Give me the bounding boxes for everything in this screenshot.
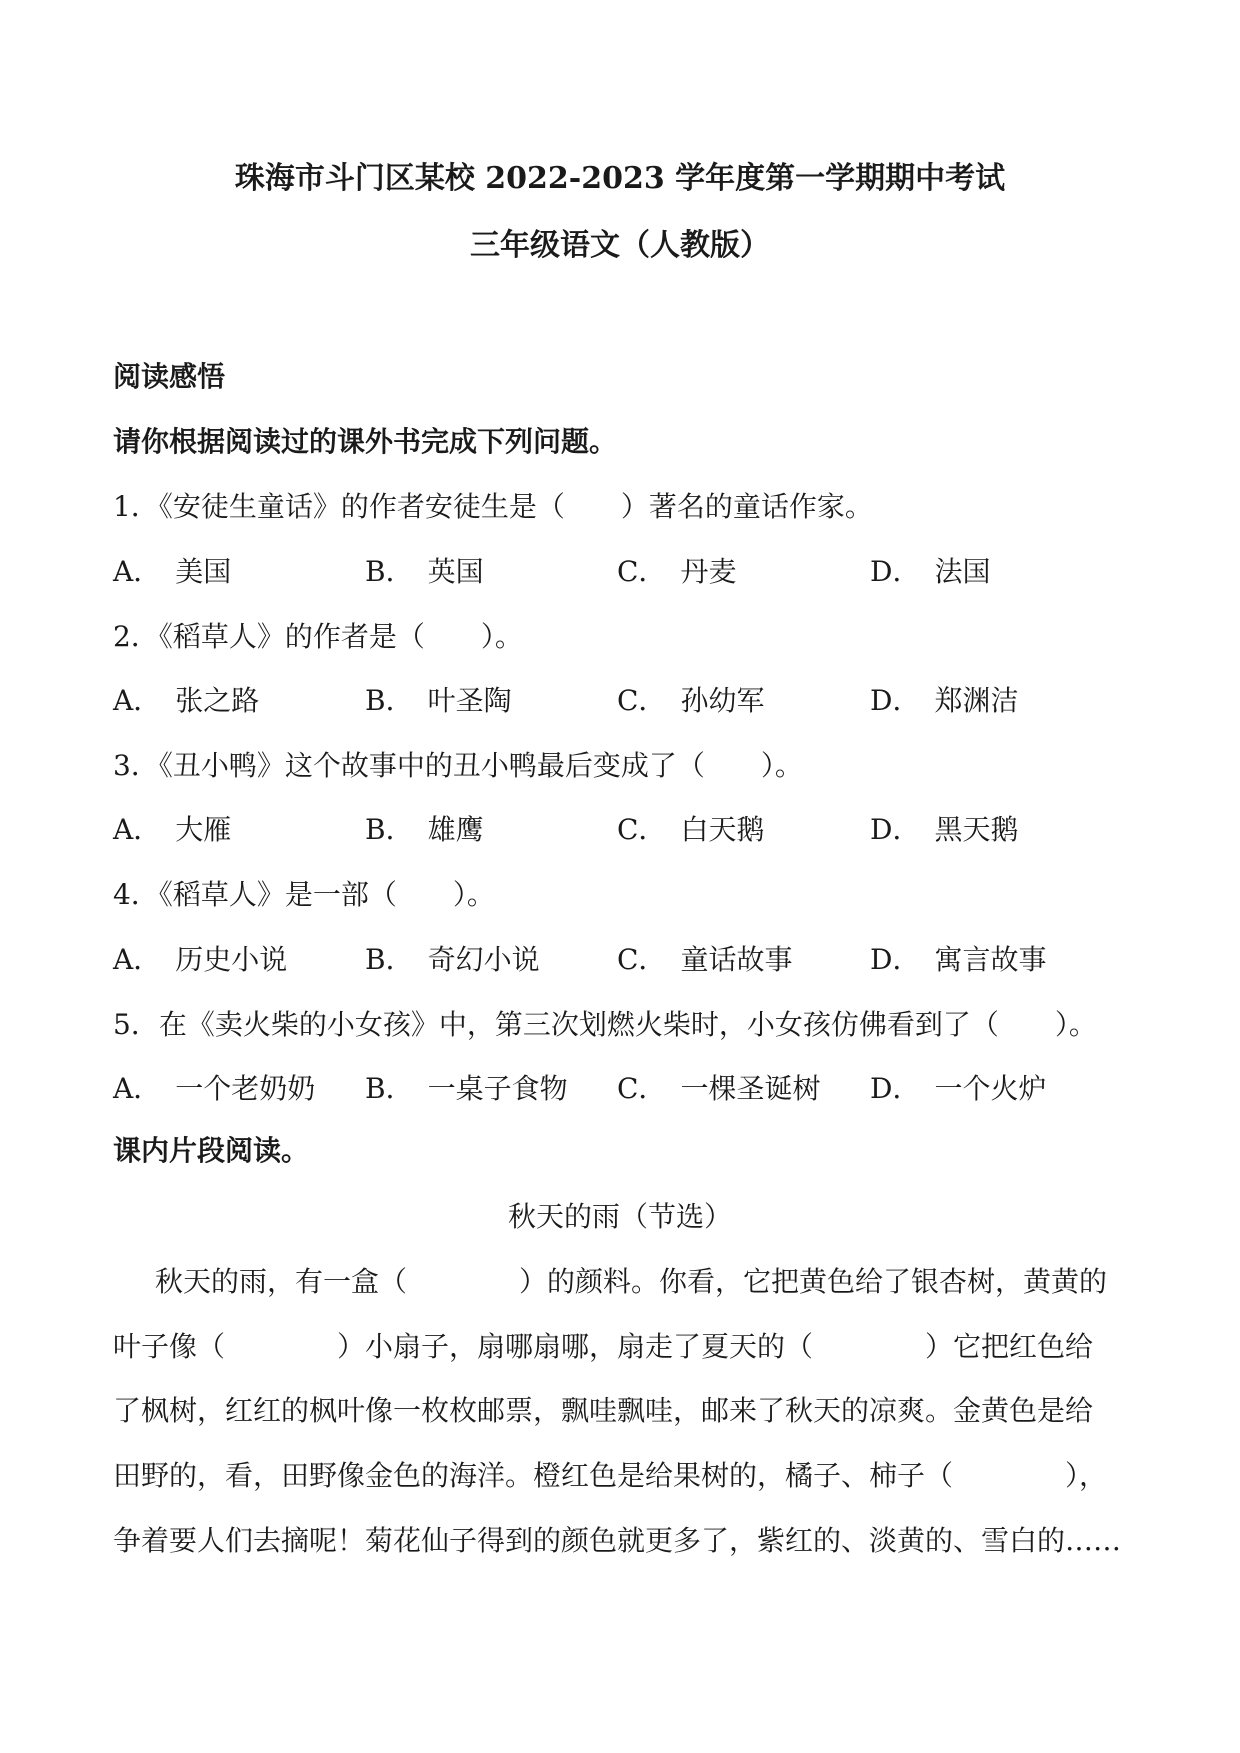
passage-line-3: 了枫树，红红的枫叶像一枚枚邮票，飘哇飘哇，邮来了秋天的凉爽。金黄色是给 (113, 1394, 1094, 1427)
question-3-option-a (113, 813, 231, 847)
question-1-option-d (870, 555, 990, 589)
question-5-stem: 5．在《卖火柴的小女孩》中，第三次划燃火柴时，小女孩仿佛看到了（ ）。 (113, 1008, 1097, 1041)
option-letter: B． (365, 684, 414, 717)
option-text: 奇幻小说 (427, 943, 540, 976)
option-letter: B． (365, 555, 414, 588)
option-text: 白天鹅 (680, 813, 765, 846)
question-4-option-a (113, 943, 287, 977)
option-text: 郑渊洁 (934, 684, 1019, 717)
option-letter: C． (617, 684, 667, 717)
option-text: 寓言故事 (934, 943, 1047, 976)
question-3-option-d (870, 813, 1018, 847)
passage-line-4: 田野的，看，田野像金色的海洋。橙红色是给果树的，橘子、柿子（ ）， (113, 1459, 1108, 1492)
option-letter: D． (870, 1072, 921, 1105)
option-text: 法国 (934, 555, 991, 588)
option-text: 历史小说 (175, 943, 288, 976)
option-text: 一个老奶奶 (175, 1072, 316, 1105)
section-heading-passage: 课内片段阅读。 (113, 1134, 310, 1167)
question-5-option-b (365, 1072, 568, 1106)
section-instruction: 请你根据阅读过的课外书完成下列问题。 (113, 425, 618, 458)
question-3-stem: 3．《丑小鸭》这个故事中的丑小鸭最后变成了（ ）。 (113, 749, 803, 782)
option-text: 英国 (427, 555, 484, 588)
option-letter: C． (617, 813, 667, 846)
question-3-option-c (617, 813, 764, 847)
question-3-option-b (365, 813, 484, 847)
question-2-option-c (617, 684, 764, 718)
option-text: 孙幼军 (680, 684, 765, 717)
question-2-option-b (365, 684, 512, 718)
option-letter: D． (870, 813, 921, 846)
question-5-option-c (617, 1072, 820, 1106)
exam-title: 珠海市斗门区某校 2022-2023 学年度第一学期期中考试 (234, 161, 1006, 196)
option-letter: A． (113, 1072, 162, 1105)
option-text: 一桌子食物 (427, 1072, 568, 1105)
option-letter: A． (113, 555, 162, 588)
question-1-option-a (113, 555, 231, 589)
option-letter: D． (870, 684, 921, 717)
question-4-option-b (365, 943, 540, 977)
option-letter: B． (365, 1072, 414, 1105)
option-letter: C． (617, 555, 667, 588)
passage-line-1: 秋天的雨，有一盒（ ）的颜料。你看，它把黄色给了银杏树，黄黄的 (155, 1265, 1108, 1298)
question-5-option-a (113, 1072, 315, 1106)
option-letter: B． (365, 943, 414, 976)
question-4-stem: 4．《稻草人》是一部（ ）。 (113, 878, 495, 911)
option-letter: A． (113, 813, 162, 846)
passage-title: 秋天的雨（节选） (507, 1200, 732, 1233)
option-text: 童话故事 (680, 943, 793, 976)
passage-line-5: 争着要人们去摘呢！菊花仙子得到的颜色就更多了，紫红的、淡黄的、雪白的…… (113, 1524, 1122, 1557)
option-text: 黑天鹅 (934, 813, 1019, 846)
question-2-option-d (870, 684, 1018, 718)
question-1-option-c (617, 555, 736, 589)
option-letter: D． (870, 943, 921, 976)
option-letter: D． (870, 555, 921, 588)
question-5-option-d (870, 1072, 1046, 1106)
question-1-stem: 1．《安徒生童话》的作者安徒生是（ ）著名的童话作家。 (113, 490, 873, 523)
exam-subtitle: 三年级语文（人教版） (470, 228, 770, 263)
option-letter: B． (365, 813, 414, 846)
option-letter: C． (617, 1072, 667, 1105)
option-text: 雄鹰 (427, 813, 484, 846)
option-letter: A． (113, 943, 162, 976)
question-4-option-d (870, 943, 1046, 977)
option-text: 大雁 (175, 813, 232, 846)
section-heading-reading: 阅读感悟 (113, 360, 226, 393)
option-text: 美国 (175, 555, 232, 588)
option-text: 丹麦 (680, 555, 737, 588)
passage-line-2: 叶子像（ ）小扇子，扇哪扇哪，扇走了夏天的（ ）它把红色给 (113, 1330, 1094, 1363)
option-text: 张之路 (175, 684, 260, 717)
question-2-stem: 2．《稻草人》的作者是（ ）。 (113, 620, 523, 653)
option-text: 叶圣陶 (427, 684, 512, 717)
option-text: 一个火炉 (934, 1072, 1047, 1105)
question-2-option-a (113, 684, 259, 718)
option-letter: A． (113, 684, 162, 717)
question-1-option-b (365, 555, 484, 589)
question-4-option-c (617, 943, 792, 977)
option-letter: C． (617, 943, 667, 976)
option-text: 一棵圣诞树 (680, 1072, 821, 1105)
